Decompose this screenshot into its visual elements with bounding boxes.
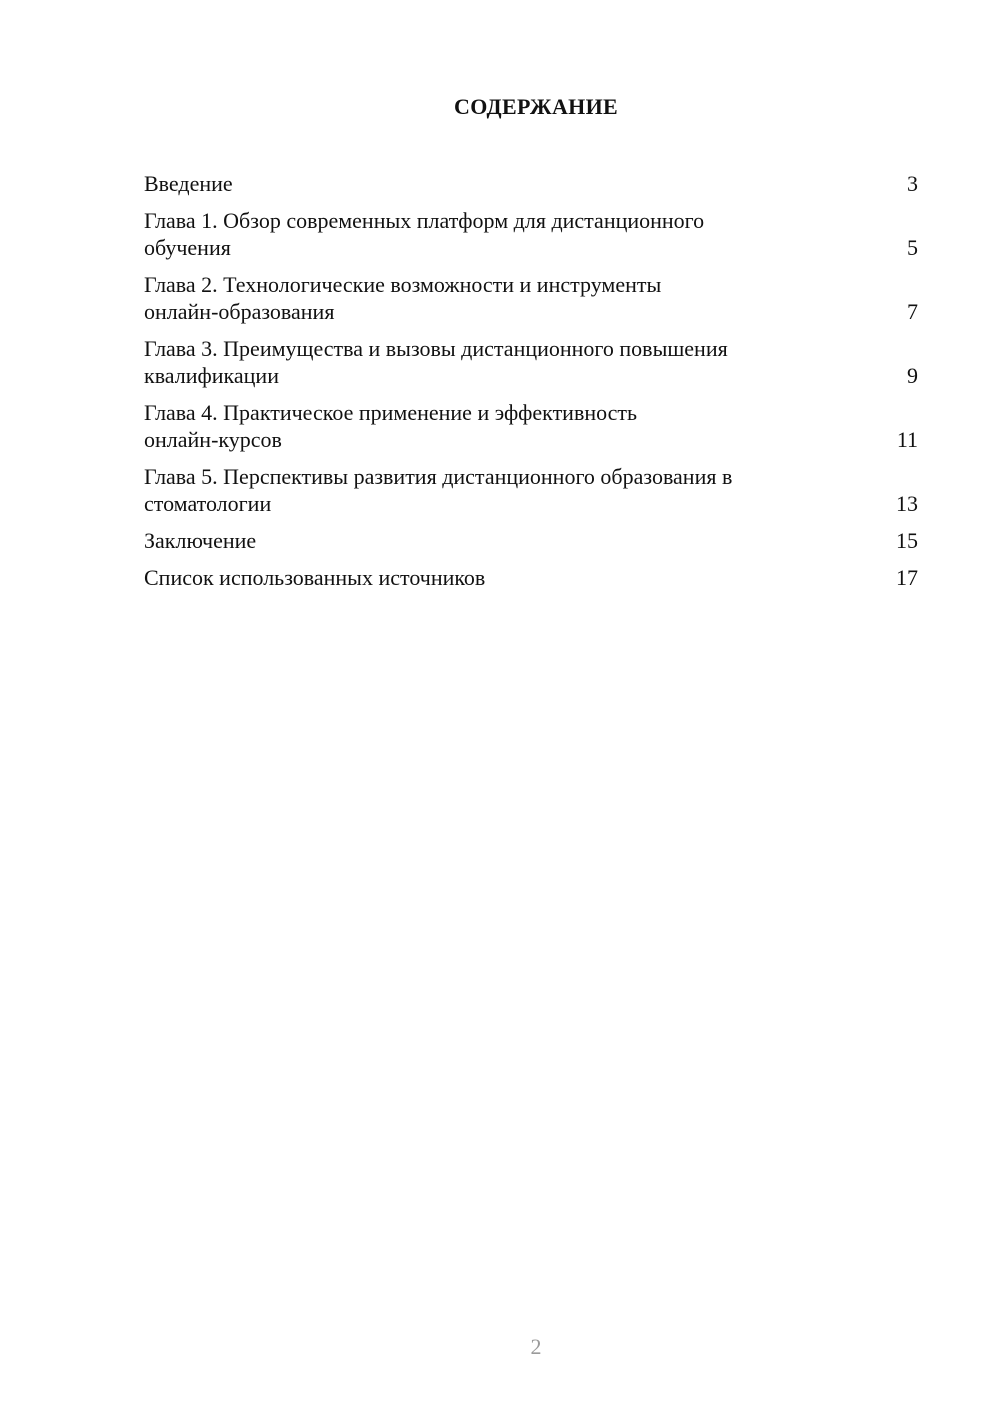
toc-entry-chapter-3[interactable] [144,335,918,389]
toc-entry-page-number: 13 [896,491,918,516]
toc-entry-line: Глава 4. Практическое применение и эффективность [144,400,638,425]
toc-entry-page-number: 5 [907,235,918,260]
toc-entry-page-number: 15 [896,528,918,553]
toc-entry-title [144,564,505,591]
toc-entry-chapter-4[interactable] [144,399,918,453]
toc-entry-line: Введение [144,171,233,196]
toc-entry-title [144,335,748,389]
toc-entry-page-number: 9 [907,363,918,388]
toc-entry-chapter-5[interactable] [144,463,918,517]
toc-entry-line: квалификации [144,363,279,388]
toc-entry-chapter-2[interactable] [144,271,918,325]
toc-entry-line: Заключение [144,528,257,553]
toc-entry-page-number: 17 [896,565,918,590]
toc-entry-title [144,527,276,554]
toc-entry-chapter-1[interactable] [144,207,918,261]
toc-entry-title [144,271,681,325]
toc-entry-line: Глава 5. Перспективы развития дистанционного образования в [144,464,733,489]
toc-entry-line: онлайн-курсов [144,427,282,452]
toc-entry-title [144,463,752,517]
toc-entry-title [144,207,724,261]
toc-entry-line: Глава 3. Преимущества и вызовы дистанционного повышения [144,336,728,361]
toc-entry-page-number: 3 [907,171,918,196]
toc-entry-title [144,170,253,197]
toc-entry-line: онлайн-образования [144,299,335,324]
toc-entry-page-number: 7 [907,299,918,324]
page-footer-number: 2 [530,1334,542,1359]
page-title: СОДЕРЖАНИЕ [454,94,618,119]
toc-entry-line: стоматологии [144,491,272,516]
toc-entry-conclusion[interactable] [144,527,918,554]
toc-entry-introduction[interactable] [144,170,918,197]
toc-entry-line: обучения [144,235,231,260]
toc-entry-references[interactable] [144,564,918,591]
toc-entry-title [144,399,657,453]
toc-entry-line: Глава 2. Технологические возможности и инструменты [144,272,662,297]
table-of-contents [144,170,918,601]
toc-entry-page-number: 11 [896,427,918,452]
toc-entry-line: Список использованных источников [144,565,486,590]
toc-entry-line: Глава 1. Обзор современных платформ для дистанционного [144,208,705,233]
